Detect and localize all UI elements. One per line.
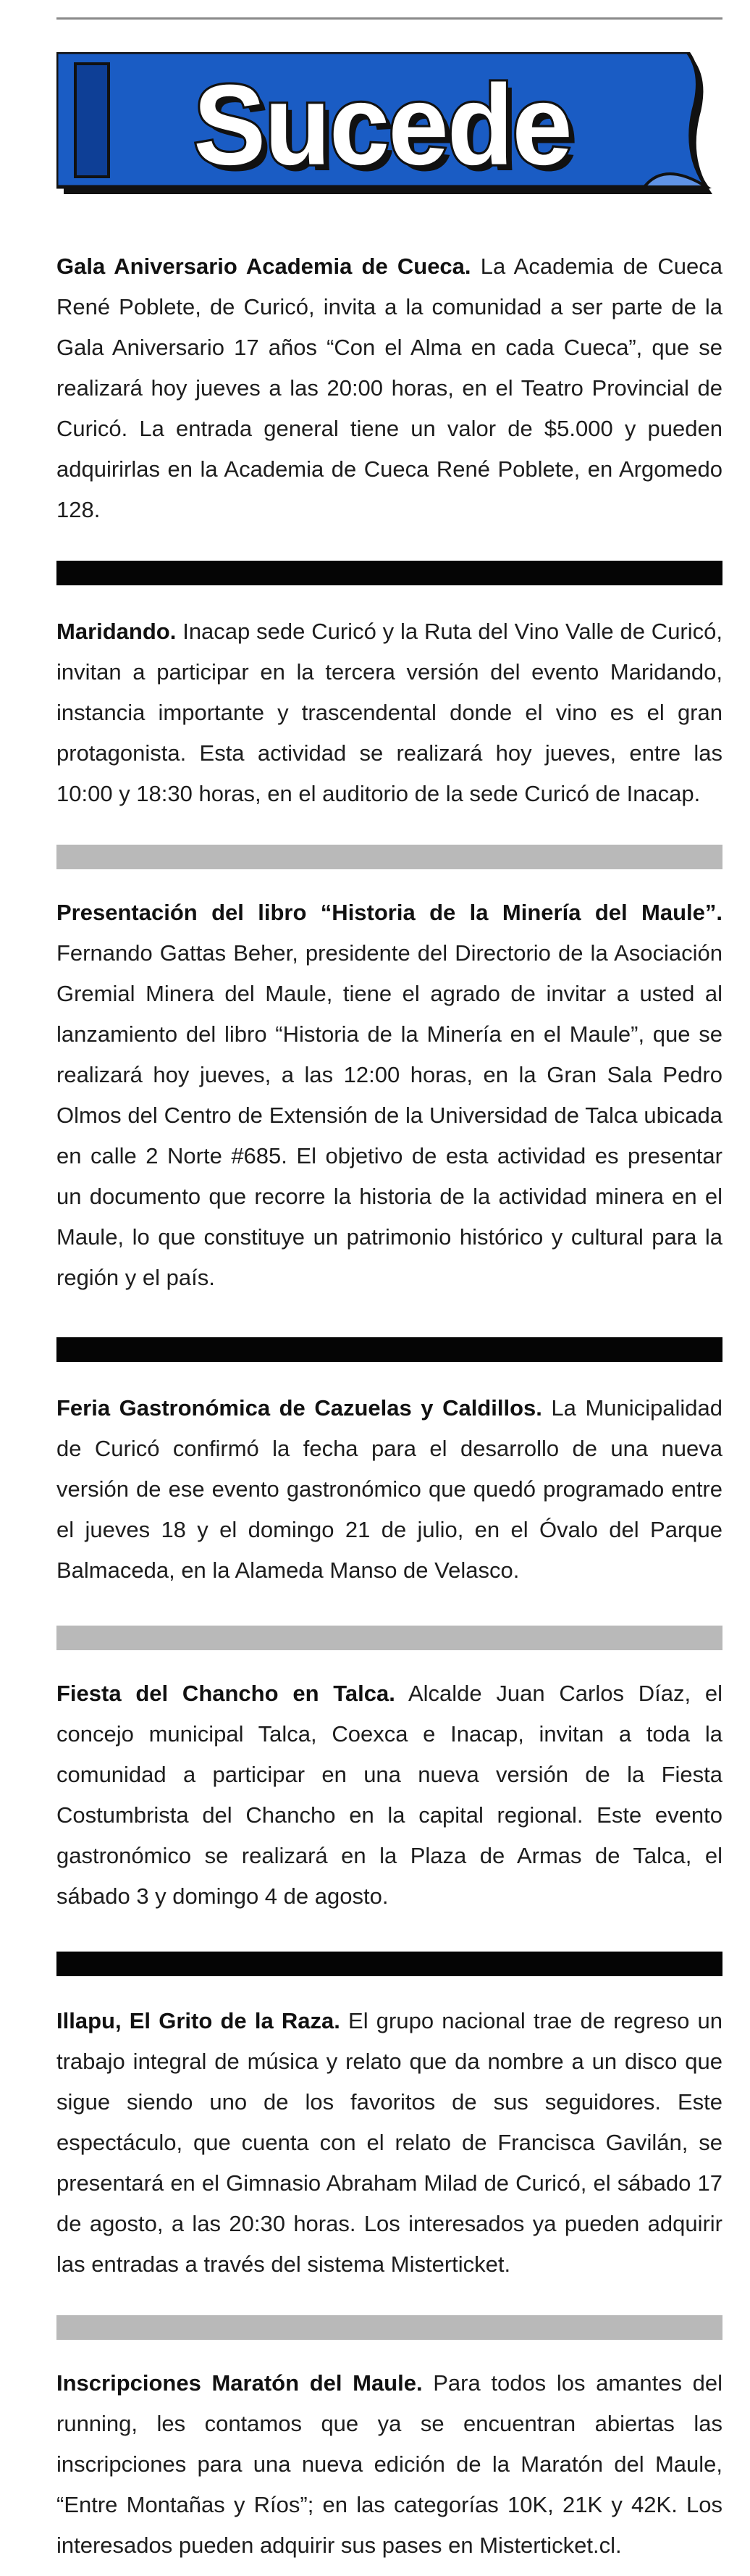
news-item-body: Para todos los amantes del running, les contamos que ya se encuentran abiertas las inscripciones para una nueva edición de la Maratón del Maule, “Entre Montañas y Ríos”; en las categorías 10K, 21K y 42K. Los interesados pueden adquirir sus pases en Misterticket.cl.: [56, 2370, 722, 2558]
news-item-body: La Academia de Cueca René Poblete, de Curicó, invita a la comunidad a ser parte de la Gala Aniversario 17 años “Con el Alma en cada Cueca”, que se realizará hoy jueves a las 20:00 horas, en el Teatro Provincial de Curicó. La entrada general tiene un valor de $5.000 y pueden adquirirlas en la Academia de Cueca René Poblete, en Argomedo 128.: [56, 254, 722, 522]
news-item-body: La Municipalidad de Curicó confirmó la fecha para el desarrollo de una nueva versión de ese evento gastronómico que quedó programado entre el jueves 18 y el domingo 21 de julio, en el Óvalo del Parque Balmaceda, en la Alameda Manso de Velasco.: [56, 1395, 722, 1583]
separator-bar: [56, 1952, 722, 1976]
separator-bar: [56, 561, 722, 585]
news-item-title: Illapu, El Grito de la Raza.: [56, 2008, 340, 2033]
section-banner: [56, 52, 722, 203]
news-item-illapu: [56, 2001, 722, 2285]
news-item-fiesta-chancho: [56, 1673, 722, 1917]
news-item-body: El grupo nacional trae de regreso un trabajo integral de música y relato que da nombre a un disco que sigue siendo uno de los favoritos de sus seguidores. Este espectáculo, que cuenta con el relato de Francisca Gavilán, se presentará en el Gimnasio Abraham Milad de Curicó, el sábado 17 de agosto, a las 20:30 horas. Los interesados ya pueden adquirir las entradas a través del sistema Misterticket.: [56, 2008, 722, 2277]
news-item-feria-gastronomica: [56, 1388, 722, 1591]
news-item-body: Inacap sede Curicó y la Ruta del Vino Valle de Curicó, invitan a participar en la tercera versión del evento Maridando, instancia importante y trascendental donde el vino es el gran protagonista. Esta actividad se realizará hoy jueves, entre las 10:00 y 18:30 horas, en el auditorio de la sede Curicó de Inacap.: [56, 619, 722, 806]
news-item-maridando: [56, 611, 722, 814]
news-item-gala: [56, 246, 722, 530]
top-rule: [56, 17, 722, 20]
separator-bar: [56, 845, 722, 869]
separator-bar: [56, 1337, 722, 1362]
news-item-title: Presentación del libro “Historia de la Minería del Maule”.: [56, 900, 722, 925]
news-item-title: Maridando.: [56, 619, 177, 644]
news-item-body: Alcalde Juan Carlos Díaz, el concejo municipal Talca, Coexca e Inacap, invitan a toda la comunidad a participar en una nueva versión de la Fiesta Costumbrista del Chancho en la capital regional. Este evento gastronómico se realizará en la Plaza de Armas de Talca, el sábado 3 y domingo 4 de agosto.: [56, 1681, 723, 1909]
section-title: Sucede: [193, 60, 571, 188]
news-item-libro-mineria: [56, 892, 722, 1298]
separator-bar: [56, 2315, 722, 2340]
separator-bar: [56, 1626, 722, 1650]
news-item-maraton-maule: [56, 2363, 722, 2566]
news-item-title: Fiesta del Chancho en Talca.: [56, 1681, 395, 1706]
news-item-title: Gala Aniversario Academia de Cueca.: [56, 254, 471, 279]
news-item-title: Inscripciones Maratón del Maule.: [56, 2370, 423, 2396]
news-item-body: Fernando Gattas Beher, presidente del Directorio de la Asociación Gremial Minera del Maule, tiene el agrado de invitar a usted al lanzamiento del libro “Historia de la Minería en el Maule”, que se realizará hoy jueves, a las 12:00 horas, en la Gran Sala Pedro Olmos del Centro de Extensión de la Universidad de Talca ubicada en calle 2 Norte #685. El objetivo de esta actividad es presentar un documento que recorre la historia de la actividad minera en el Maule, lo que constituye un patrimonio histórico y cultural para la región y el país.: [56, 940, 722, 1290]
news-item-title: Feria Gastronómica de Cazuelas y Caldillos.: [56, 1395, 542, 1421]
